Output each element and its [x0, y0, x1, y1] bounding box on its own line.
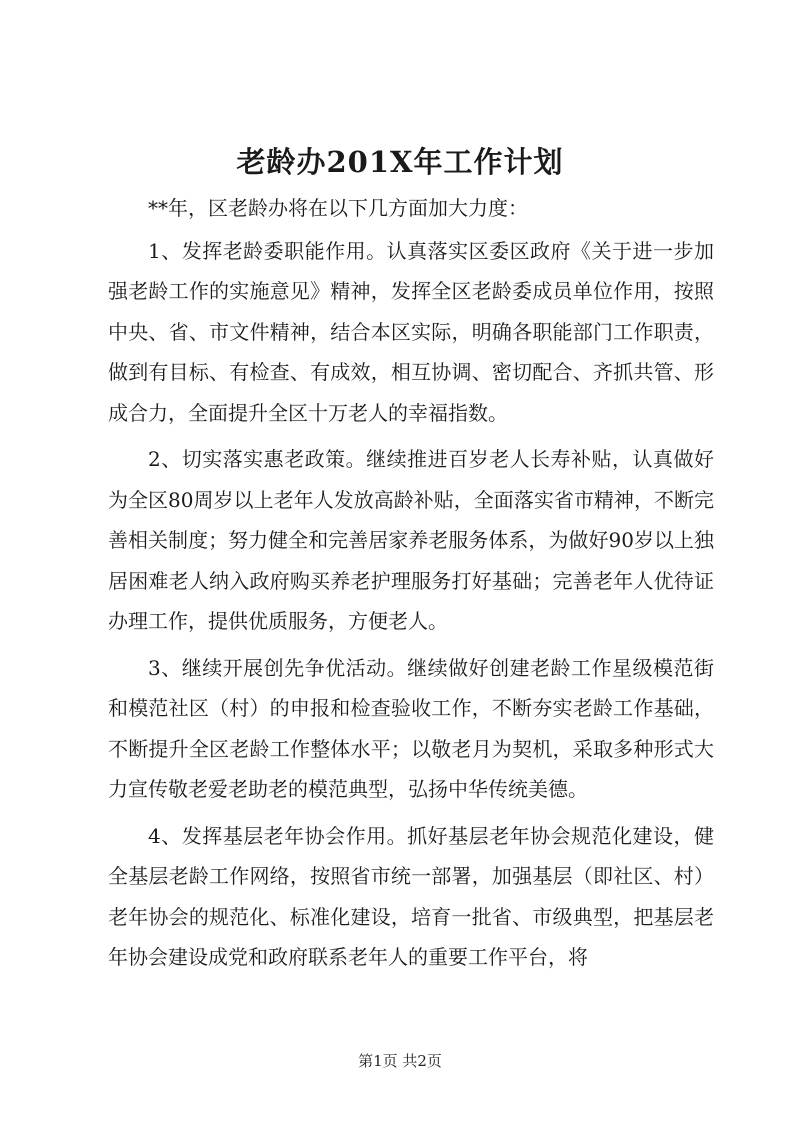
- document-body: [108, 188, 714, 984]
- intro-paragraph: **年，区老龄办将在以下几方面加大力度：: [148, 196, 528, 220]
- paragraph-item-3: 3、继续开展创先争优活动。继续做好创建老龄工作星级模范街和模范社区（村）的申报和检查验收工作，不断夯实老龄工作基础，不断提升全区老龄工作整体水平；以敬老月为契机，采取多种形式大力宣传敬老爱老助老的模范典型，弘扬中华传统美德。: [108, 655, 714, 801]
- page-number-footer: 第1页 共2页: [358, 1052, 442, 1070]
- document-title: 老龄办201X年工作计划: [236, 145, 564, 179]
- paragraph-item-4: 4、发挥基层老年协会作用。抓好基层老年协会规范化建设，健全基层老龄工作网络，按照省市统一部署，加强基层（即社区、村）老年协会的规范化、标准化建设，培育一批省、市级典型，把基层老年协会建设成党和政府联系老年人的重要工作平台，将: [108, 823, 714, 969]
- paragraph-item-1: 1、发挥老龄委职能作用。认真落实区委区政府《关于进一步加强老龄工作的实施意见》精神，发挥全区老龄委成员单位作用，按照中央、省、市文件精神，结合本区实际，明确各职能部门工作职责，做到有目标、有检查、有成效，相互协调、密切配合、齐抓共管、形成合力，全面提升全区十万老人的幸福指数。: [108, 238, 714, 425]
- paragraph-item-2: 2、切实落实惠老政策。继续推进百岁老人长寿补贴，认真做好为全区80周岁以上老年人发放高龄补贴，全面落实省市精神，不断完善相关制度；努力健全和完善居家养老服务体系，为做好90岁以上独居困难老人纳入政府购买养老护理服务打好基础；完善老年人优待证办理工作，提供优质服务，方便老人。: [108, 447, 714, 633]
